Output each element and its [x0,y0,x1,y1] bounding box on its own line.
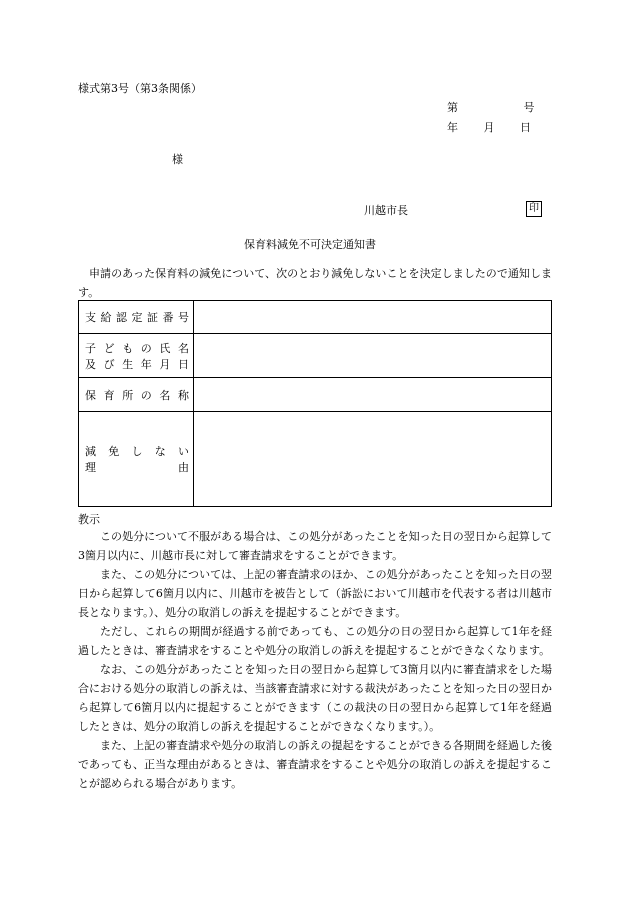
label-char: ど [103,341,115,355]
label-line [85,459,189,475]
label-char: 生 [122,357,134,371]
label-line [85,443,189,459]
label-line [85,356,189,372]
value-cert-number[interactable] [194,301,552,334]
label-line [85,387,189,403]
label-char: 氏 [159,341,171,355]
document-title: 保育料減免不可決定通知書 [244,238,376,251]
label-nursery-name [79,378,194,412]
label-char: 月 [159,357,171,371]
value-reason[interactable] [194,412,552,507]
label-char: 名 [159,388,171,402]
date-day: 日 [520,121,531,134]
notice-heading: 教示 [78,513,100,526]
label-child-name [79,334,194,378]
label-char: 由 [178,461,189,474]
seal-icon: 印 [526,201,542,217]
doc-number-prefix: 第 [447,101,458,114]
doc-number [447,99,535,115]
info-table [78,300,552,507]
table-row [79,334,552,378]
intro-paragraph: 申請のあった保育料の減免について、次のとおり減免しないことを決定しましたので通知します。 [78,267,552,299]
label-char: 称 [177,388,189,402]
label-char: も [122,341,134,355]
form-number: 様式第3号（第3条関係） [78,82,202,95]
label-char: 給 [100,311,112,324]
label-char: 減 [85,445,96,458]
label-char: 所 [122,388,134,402]
label-char: 免 [108,445,120,458]
value-nursery-name[interactable] [194,378,552,412]
table-row [79,301,552,334]
notice-paragraph: また、この処分については、上記の審査請求のほか、この処分があったことを知った日の翌日から起算して6箇月以内に、川越市を被告として（訴訟において川越市を代表する者は川越市長となります。）、処分の取消しの訴えを提起することができます。 [78,568,552,619]
label-char: 番 [162,311,174,324]
addressee-suffix: 様 [172,153,183,166]
label-char: 証 [147,311,158,324]
label-cert-number [79,301,194,334]
notice-paragraph: また、上記の審査請求や処分の取消しの訴えの提起をすることができる各期間を経過した後であっても、正当な理由があるときは、審査請求をすることや処分の取消しの訴えを提起することが認められる場合があります。 [78,739,552,790]
table-row [79,412,552,507]
label-char: し [131,445,143,458]
label-char: な [154,445,166,458]
notice-paragraph: ただし、これらの期間が経過する前であっても、この処分の日の翌日から起算して1年を経過したときは、審査請求をすることや処分の取消しの訴えを提起することができなくなります。 [78,625,552,657]
value-child-name[interactable] [194,334,552,378]
label-char: 定 [131,311,143,324]
label-line [85,309,189,325]
label-char: の [140,341,152,355]
issue-date [447,119,531,135]
label-char: 号 [178,311,189,324]
intro-text [78,264,552,302]
label-char: 年 [140,357,152,371]
label-char: 保 [85,388,96,402]
label-char: 支 [85,311,96,324]
issuer: 川越市長 [364,204,408,217]
label-char: 子 [85,341,96,355]
label-char: 名 [177,341,189,355]
label-char: の [140,388,152,402]
date-month: 月 [483,121,495,134]
table-row [79,378,552,412]
label-char: い [178,445,189,458]
notice-body [78,527,552,793]
label-line [85,340,189,356]
label-reason [79,412,194,507]
notice-paragraph: なお、この処分があったことを知った日の翌日から起算して3箇月以内に審査請求をした場合における処分の取消しの訴えは、当該審査請求に対する裁決があったことを知った日の翌日から起算して6箇月以内に提起することができます（この裁決の日の翌日から起算して1年を経過したときは、処分の取消しの訴えを提起することができなくなります。）。 [78,663,552,733]
date-year: 年 [447,121,458,134]
label-char: 日 [177,357,189,371]
label-char: び [103,357,115,371]
doc-number-suffix: 号 [523,101,535,114]
label-char: 育 [103,388,115,402]
label-char: 理 [85,461,96,474]
label-char: 及 [85,357,96,371]
seal-mark [526,201,542,217]
notice-paragraph: この処分について不服がある場合は、この処分があったことを知った日の翌日から起算して3箇月以内に、川越市長に対して審査請求をすることができます。 [78,530,552,562]
label-char: 認 [116,311,127,324]
